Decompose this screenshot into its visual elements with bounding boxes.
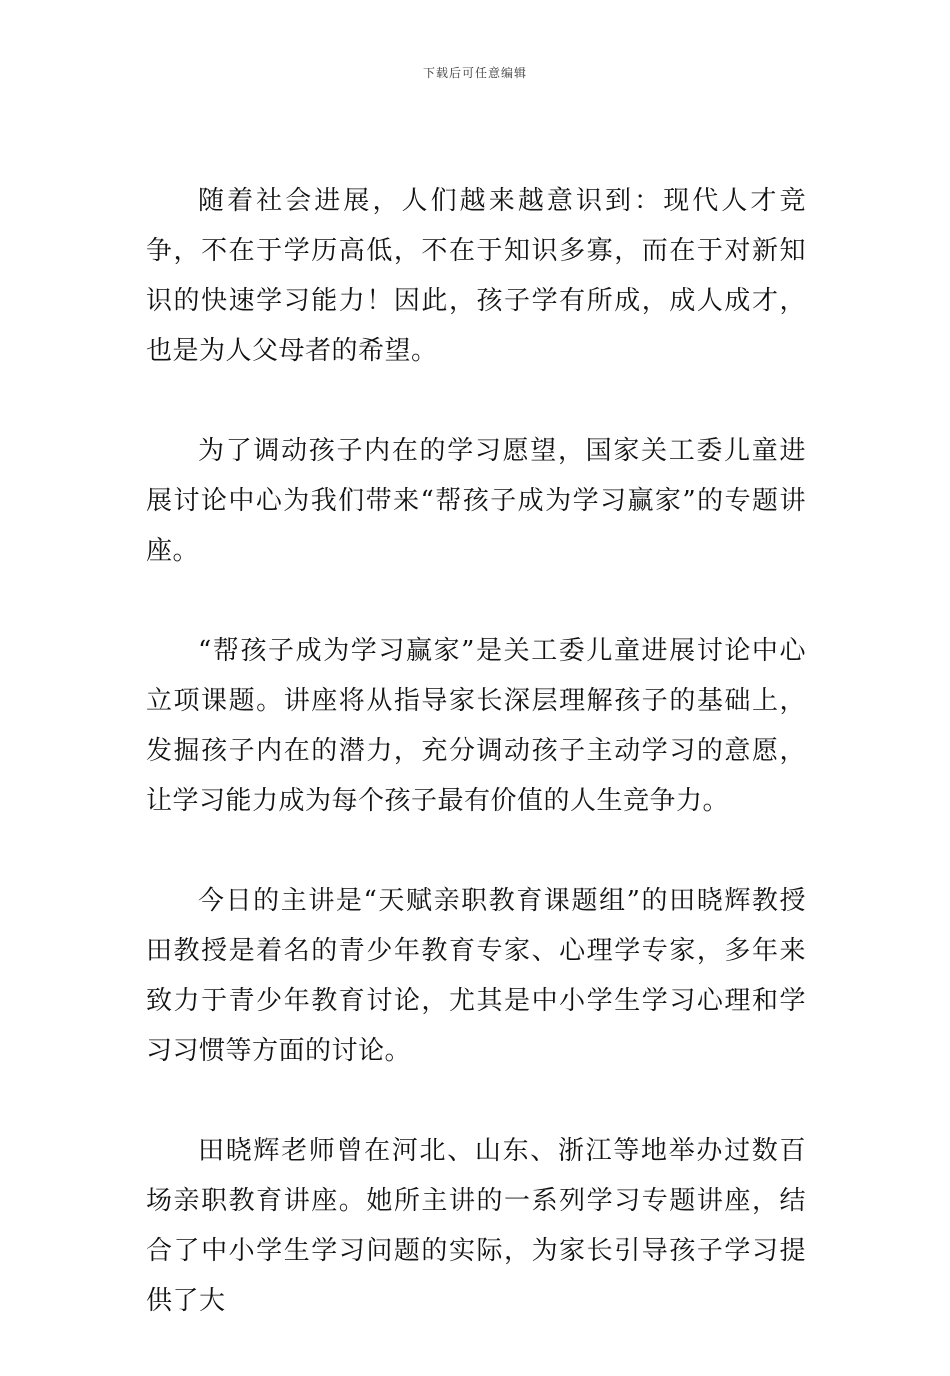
paragraph: 今日的主讲是“天赋亲职教育课题组”的田晓辉教授田教授是着名的青少年教育专家、心理学专家，多年来致力于青少年教育讨论，尤其是中小学生学习心理和学习习惯等方面的讨论。 (146, 886, 806, 1066)
document-body (146, 176, 806, 1376)
page-header-note: 下载后可任意编辑 (422, 66, 527, 80)
paragraph: 田晓辉老师曾在河北、山东、浙江等地举办过数百场亲职教育讲座。她所主讲的一系列学习专题讲座，结合了中小学生学习问题的实际，为家长引导孩子学习提供了大 (146, 1136, 806, 1316)
paragraph: “帮孩子成为学习赢家”是关工委儿童进展讨论中心立项课题。讲座将从指导家长深层理解孩子的基础上，发掘孩子内在的潜力，充分调动孩子主动学习的意愿，让学习能力成为每个孩子最有价值的人生竞争力。 (146, 636, 806, 816)
paragraph: 随着社会进展，人们越来越意识到：现代人才竞争，不在于学历高低，不在于知识多寡，而在于对新知识的快速学习能力！因此，孩子学有所成，成人成才，也是为人父母者的希望。 (146, 186, 806, 366)
paragraph: 为了调动孩子内在的学习愿望，国家关工委儿童进展讨论中心为我们带来“帮孩子成为学习赢家”的专题讲座。 (146, 436, 806, 566)
